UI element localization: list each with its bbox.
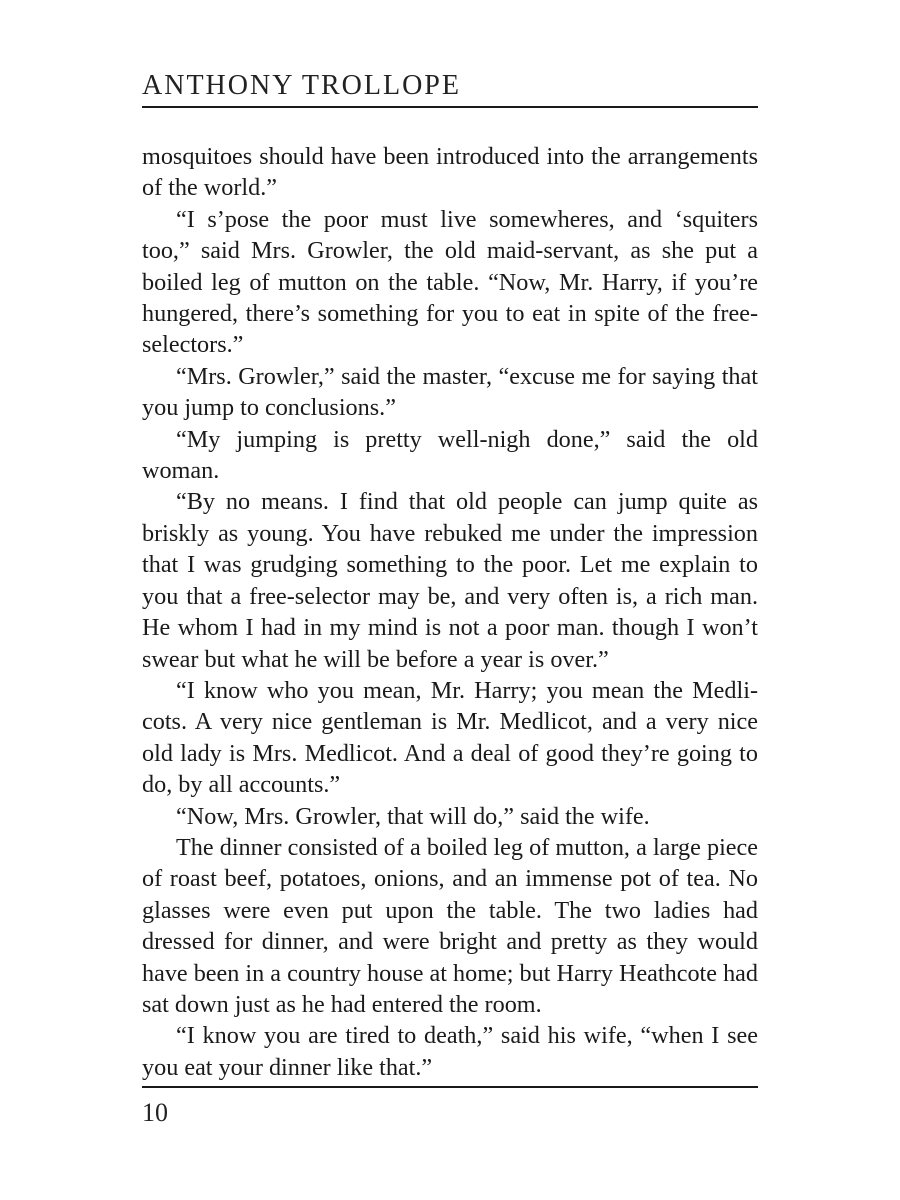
paragraph: “I s’pose the poor must live somewheres, and ‘squiters too,” said Mrs. Growler, the old maid-servant, as she put a boiled leg of mutton on the table. “Now, Mr. Harry, if you’re hungered, there’s something for you to eat in spite of the free-selectors.” xyxy=(142,205,758,359)
paragraph: “Now, Mrs. Growler, that will do,” said the wife. xyxy=(176,802,650,830)
paragraph: “My jumping is pretty well-nigh done,” said the old woman. xyxy=(142,425,758,485)
paragraph: “Mrs. Growler,” said the master, “excuse me for saying that you jump to conclusions.” xyxy=(142,362,758,422)
footer-rule xyxy=(142,1086,758,1088)
paragraph: “By no means. I find that old people can jump quite as briskly as young. You have rebuked me under the impression that I was grudging something to the poor. Let me explain to you that a free-selector may be, and very often is, a rich man. He whom I had in my mind is not a poor man. though I won’t swear but what he will be before a year is over.” xyxy=(142,488,758,673)
running-head-title: ANTHONY TROLLOPE xyxy=(142,70,461,101)
paragraph: “I know you are tired to death,” said his wife, “when I see you eat your dinner like that.” xyxy=(142,1022,758,1081)
body-text xyxy=(142,141,758,1083)
paragraph: The dinner consisted of a boiled leg of mutton, a large piece of roast beef, potatoes, onions, and an immense pot of tea. No glasses were even put upon the table. The two ladies had dressed for dinner, and were bright and pretty as they would have been in a country house at home; but Harry Heathcote had sat down just as he had entered the room. xyxy=(142,833,758,1018)
page-number: 10 xyxy=(142,1098,168,1127)
paragraph: mosquitoes should have been introduced into the arrangements of the world.” xyxy=(142,143,758,202)
header-rule xyxy=(142,106,758,108)
paragraph: “I know who you mean, Mr. Harry; you mean the Medlicots. A very nice gentleman is Mr. Medlicot, and a very nice old lady is Mrs. Medlicot. And a deal of good they’re going to do, by all accounts.” xyxy=(142,676,758,799)
